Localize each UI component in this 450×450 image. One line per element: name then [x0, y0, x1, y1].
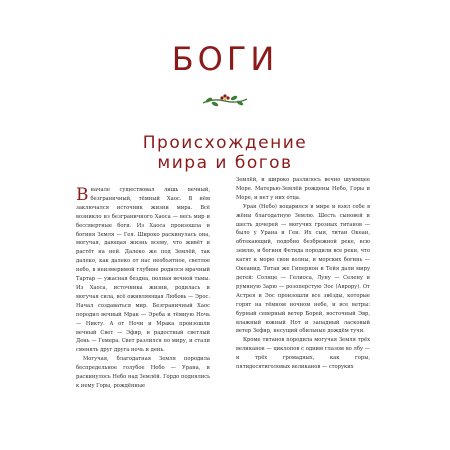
drop-cap: В [76, 185, 89, 205]
paragraph [76, 186, 210, 355]
paragraph: Землёй, и широко разлилось вечно шумящее Море. Матерью-Землёй рождены Небо, Горы и Море, и нет у них отца. [236, 177, 370, 201]
paragraph: Кроме титанов породила могучая Земля трёх великанов — циклопов с одним глазом во лбу — и трёх громадных, как горы, пятидесятиголовых великанов — сторуких [236, 337, 370, 371]
paragraph-text: начале существовал лишь вечный, безграничный, тёмный Хаос. В нём заключался источник жизни мира. Всё возникло из безграничного Хаоса — весь мир и бессмертные боги. Из Хаоса произошла и богиня Земля — Гея. Широко раскинулась она, могучая, дающая жизнь всему, что живёт и растёт на ней. Далеко же под Землёй, так далеко, как далеко от нас необъятное, светлое небо, в неизмеримой глубине родился мрачный Тартар — ужасная бездна, полная вечной тьмы. Из Хаоса, источника жизни, родилась и могучая сила, всё оживляющая Любовь — Эрос. Начал создаваться мир. Безграничный Хаос породил вечный Мрак — Эреба и тёмную Ночь — Никту. А от Ночи и Мрака произошли вечный Свет — Эфир, и радостный светлый День — Гемера. Свет разлился по миру, и стали сменять друг друга ночь и день. [76, 187, 210, 354]
chapter-title: БОГИ [171, 40, 279, 78]
left-column [76, 186, 210, 391]
section-title-line2: мира и богов [157, 153, 293, 173]
section-title [0, 133, 450, 173]
ornament-icon [201, 92, 249, 110]
paragraph: Уран (Небо) воцарился в мире и взял себе в жёны благодатную Землю. Шесть сыновей и шесть дочерей — могучих грозных титанов — было у Урана и Геи. Их сын, титан Океан, обтекающий, подобно безбрежной реке, всю землю, и богиня Фетида породили все реки, что катят к морю свои волны, и морских богинь — Океанид. Титан же Гиперион и Тейя дали миру детей: Солнце — Гелиоса, Луну — Селену и румяную Зарю — розоперстую Эос (Аврору). От Астрея и Эос произошли все звёзды, которые горят на тёмном ночном небе, и все ветры: бурный северный ветер Борей, восточный Эвр, влажный южный Нот и западный ласковый ветер Зефир, несущий обильные дождём тучи. [236, 203, 370, 335]
right-column [236, 176, 370, 372]
section-title-line1: Происхождение [142, 133, 308, 153]
paragraph: Могучая, благодатная Земля породила беспредельное голубое Небо — Урана, и раскинулось Небо над Землёй. Гордо поднялись к нему Горы, рождённые [76, 356, 210, 389]
